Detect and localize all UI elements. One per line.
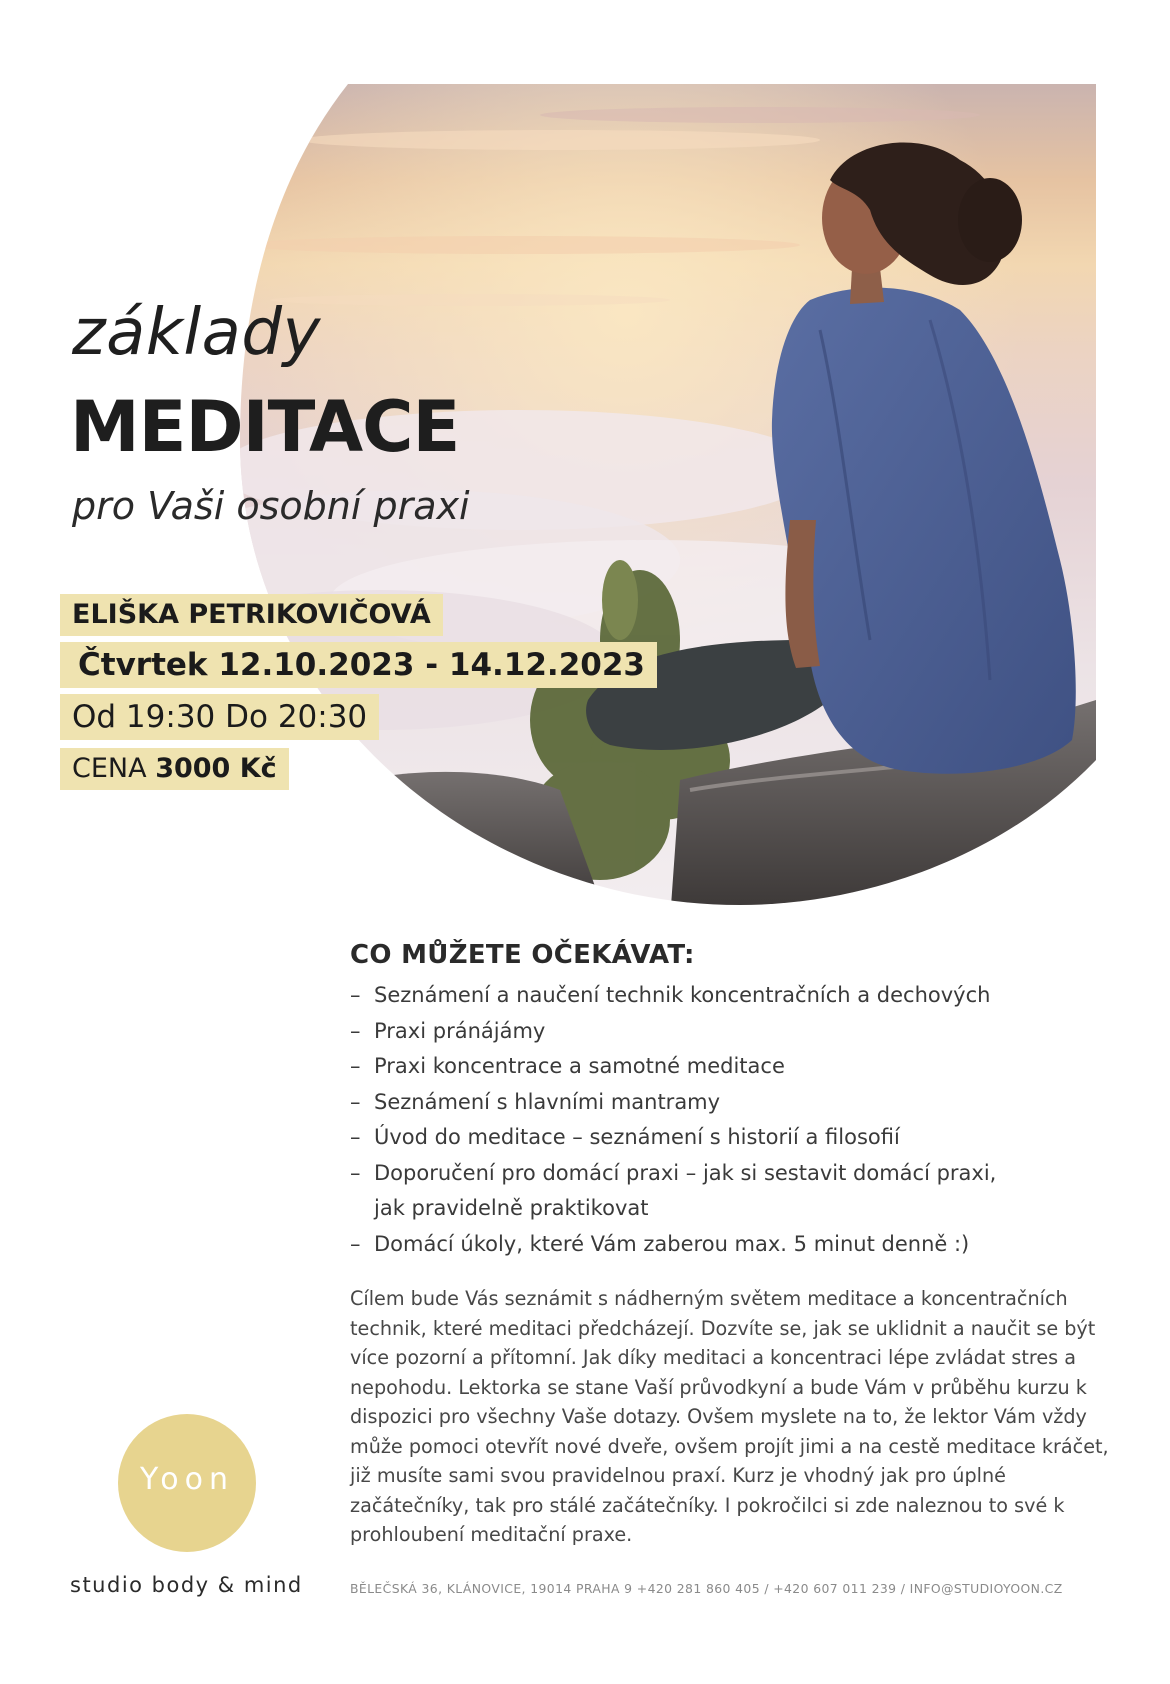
- list-item: – Doporučení pro domácí praxi – jak si sestavit domácí praxi,: [350, 1156, 1110, 1192]
- logo-text: Yoon: [139, 1462, 235, 1497]
- course-description: Cílem bude Vás seznámit s nádherným světem meditace a koncentračních technik, které meditaci předcházejí. Dozvíte se, jak se uklidnit a naučit se být více pozorní a přítomní. Jak díky meditaci a koncentraci lépe zvládat stres a nepohodu. Lektorka se stane Vaší průvodkyní a bude Vám v průběhu kurzu k dispozici pro všechny Vaše dotazy. Ovšem myslete na to, že lektor Vám vždy může pomoci otevřít nové dveře, ovšem projít jimi a na cestě meditace kráčet, již musíte sami svou pravidelnou praxí. Kurz je vhodný jak pro úplné začátečníky, tak pro stálé začátečníky. I pokročilci si zde naleznou to své k prohloubení meditační praxe.: [350, 1287, 1109, 1546]
- list-item-continuation: jak pravidelně praktikovat: [374, 1196, 649, 1220]
- list-item: – Seznámení a naučení technik koncentračních a dechových: [350, 978, 1110, 1014]
- page-title: MEDITACE: [70, 386, 460, 468]
- list-item: – Úvod do meditace – seznámení s historií a filosofií: [350, 1120, 1110, 1156]
- list-item: – Seznámení s hlavními mantramy: [350, 1085, 1110, 1121]
- contact-info: BĚLEČSKÁ 36, KLÁNOVICE, 19014 PRAHA 9 +420 281 860 405 / +420 607 011 239 / INFO@STUDIOYOON.CZ: [350, 1581, 1063, 1596]
- expectations-section: [350, 940, 1110, 1262]
- price-label: CENA: [72, 753, 147, 784]
- expectations-list: [350, 978, 1110, 1262]
- dash-icon: –: [350, 1125, 361, 1149]
- studio-name: studio body & mind: [70, 1573, 303, 1597]
- list-item: – Domácí úkoly, které Vám zaberou max. 5 minut denně :): [350, 1227, 1110, 1263]
- dash-icon: –: [350, 1160, 361, 1185]
- list-item: – Praxi pránájámy: [350, 1014, 1110, 1050]
- title-subtitle: pro Vaši osobní praxi: [72, 484, 470, 528]
- price-tag: [60, 748, 289, 790]
- dash-icon: –: [350, 1231, 361, 1256]
- dash-icon: –: [350, 1089, 361, 1114]
- dash-icon: –: [350, 1018, 361, 1043]
- price-value: 3000 Kč: [155, 753, 277, 784]
- title-script: základy: [72, 296, 321, 370]
- lecturer-name-tag: ELIŠKA PETRIKOVIČOVÁ: [60, 594, 443, 636]
- time-tag: Od 19:30 Do 20:30: [60, 694, 379, 740]
- dash-icon: –: [350, 1054, 361, 1078]
- dash-icon: –: [350, 983, 361, 1007]
- list-item: – Praxi koncentrace a samotné meditace: [350, 1049, 1110, 1085]
- expectations-heading: CO MŮŽETE OČEKÁVAT:: [350, 940, 695, 970]
- dates-tag: Čtvrtek 12.10.2023 - 14.12.2023: [60, 642, 657, 688]
